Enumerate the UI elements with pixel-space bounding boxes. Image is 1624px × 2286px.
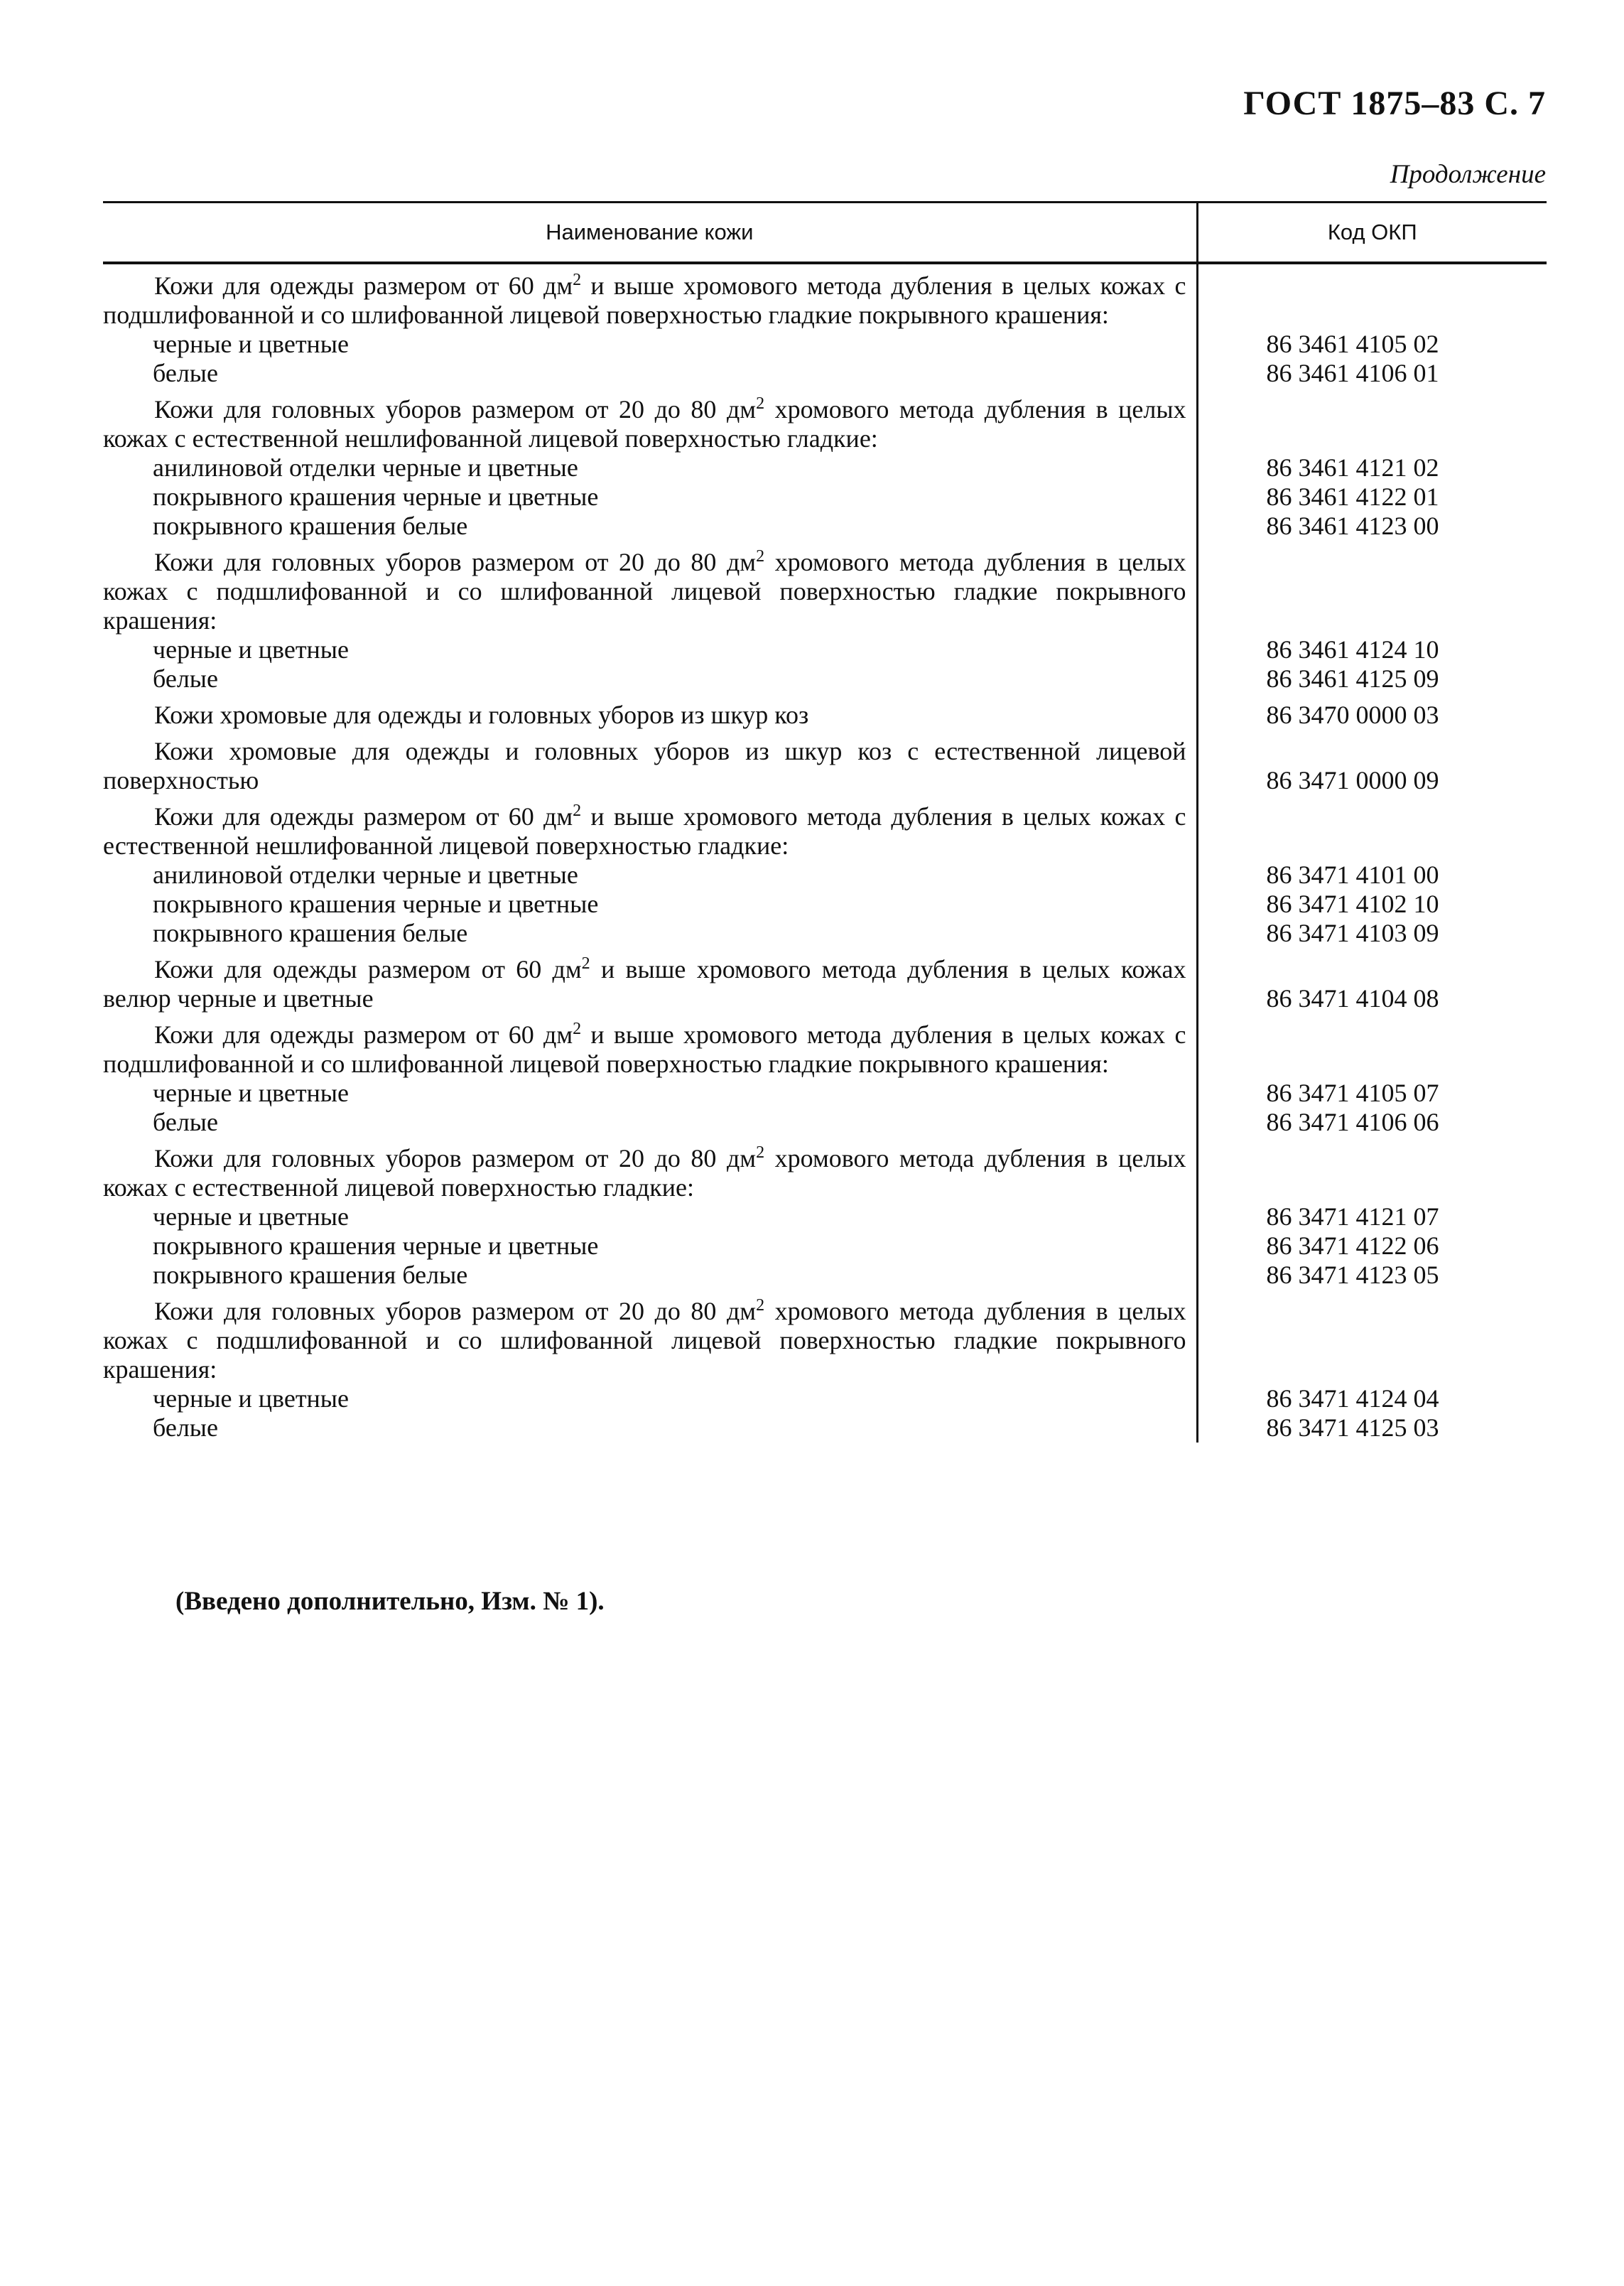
leather-name-cell: черные и цветные <box>153 1202 349 1231</box>
unit-superscript: 2 <box>581 954 590 973</box>
okp-code-cell: 86 3461 4121 02 <box>1197 453 1547 482</box>
description-text: Кожи для одежды размером от 60 дм <box>154 955 582 983</box>
table-row <box>103 1108 1547 1137</box>
table-body <box>103 263 1547 1443</box>
table-row <box>103 664 1547 694</box>
table-row <box>103 1137 1547 1202</box>
table-row <box>103 512 1547 541</box>
description-text: Кожи для головных уборов размером от 20 до 80 дм <box>154 1297 757 1325</box>
leather-name-cell <box>103 730 1197 795</box>
table-row <box>103 482 1547 512</box>
table-row <box>103 1384 1547 1413</box>
table-header-row <box>103 203 1547 264</box>
leather-name-cell: черные и цветные <box>153 1079 349 1107</box>
leather-name-cell <box>103 1290 1197 1384</box>
okp-code-cell: 86 3471 4106 06 <box>1197 1108 1547 1137</box>
table-row <box>103 635 1547 664</box>
table-row <box>103 359 1547 388</box>
table-row <box>103 948 1547 1013</box>
table-row <box>103 1290 1547 1384</box>
leather-name-cell: покрывного крашения белые <box>153 919 468 947</box>
okp-code-cell: 86 3461 4122 01 <box>1197 482 1547 512</box>
table-row <box>103 1202 1547 1231</box>
column-header-code: Код ОКП <box>1197 203 1547 264</box>
description-text-continued: и выше хромового метода дубления в целых кожах с подшлифованной и со шлифованной лицевой поверхностью гладкие покрывного крашения: <box>103 271 1186 329</box>
description-text: Кожи для одежды размером от 60 дм <box>154 802 573 831</box>
group-description <box>103 548 1186 635</box>
okp-code-cell: 86 3461 4125 09 <box>1197 664 1547 694</box>
okp-code-cell: 86 3471 4103 09 <box>1197 919 1547 948</box>
okp-code-cell: 86 3461 4124 10 <box>1197 635 1547 664</box>
okp-code-cell: 86 3471 4125 03 <box>1197 1413 1547 1443</box>
table-row <box>103 1013 1547 1079</box>
leather-name-cell: покрывного крашения черные и цветные <box>153 890 599 918</box>
leather-name-cell: черные и цветные <box>153 635 349 664</box>
okp-code-cell <box>1197 541 1547 635</box>
leather-name-cell: белые <box>153 359 218 387</box>
description-text-continued: и выше хромового метода дубления в целых кожах велюр черные и цветные <box>103 955 1186 1013</box>
leather-name-cell: покрывного крашения черные и цветные <box>153 1231 599 1260</box>
description-text: Кожи для одежды размером от 60 дм <box>154 271 573 300</box>
leather-name-cell <box>103 388 1197 453</box>
leather-name-cell: черные и цветные <box>153 1384 349 1413</box>
table-row <box>103 263 1547 330</box>
group-description <box>103 271 1186 330</box>
okp-code-cell: 86 3471 4122 06 <box>1197 1231 1547 1261</box>
okp-code-cell: 86 3470 0000 03 <box>1197 694 1547 730</box>
group-description <box>103 395 1186 453</box>
amendment-note: (Введено дополнительно, Изм. № 1). <box>175 1587 605 1616</box>
leather-name-cell: покрывного крашения черные и цветные <box>153 482 599 511</box>
description-text-continued: и выше хромового метода дубления в целых кожах с подшлифованной и со шлифованной лицевой поверхностью гладкие покрывного крашения: <box>103 1020 1186 1078</box>
description-text: Кожи для головных уборов размером от 20 до 80 дм <box>154 395 757 424</box>
description-text: Кожи для одежды размером от 60 дм <box>154 1020 573 1049</box>
group-description <box>103 737 1186 795</box>
description-text-continued: хромового метода дубления в целых кожах с подшлифованной и со шлифованной лицевой поверхностью гладкие покрывного крашения: <box>103 1297 1186 1384</box>
group-description <box>103 955 1186 1013</box>
leather-codes-table <box>103 201 1547 1443</box>
table-row <box>103 1079 1547 1108</box>
table-row <box>103 1413 1547 1443</box>
okp-code-cell: 86 3471 4101 00 <box>1197 861 1547 890</box>
leather-name-cell: белые <box>153 664 218 693</box>
okp-code-cell: 86 3461 4105 02 <box>1197 330 1547 359</box>
okp-code-cell: 86 3471 4105 07 <box>1197 1079 1547 1108</box>
group-description <box>103 1020 1186 1079</box>
table-row <box>103 890 1547 919</box>
description-text-continued: и выше хромового метода дубления в целых кожах с естественной нешлифованной лицевой поверхностью гладкие: <box>103 802 1186 860</box>
table-row <box>103 453 1547 482</box>
leather-name-cell: анилиновой отделки черные и цветные <box>153 453 578 482</box>
group-description <box>103 1297 1186 1384</box>
leather-name-cell: покрывного крашения белые <box>153 1261 468 1289</box>
okp-code-cell: 86 3471 4123 05 <box>1197 1261 1547 1290</box>
table-row <box>103 541 1547 635</box>
okp-code-cell: 86 3471 4121 07 <box>1197 1202 1547 1231</box>
unit-superscript: 2 <box>756 394 765 413</box>
table-row <box>103 388 1547 453</box>
okp-code-cell <box>1197 1290 1547 1384</box>
leather-name-cell <box>103 1137 1197 1202</box>
okp-code-cell <box>1197 1013 1547 1079</box>
okp-code-cell <box>1197 795 1547 861</box>
description-text: Кожи хромовые для одежды и головных уборов из шкур коз <box>154 701 809 729</box>
leather-name-cell <box>103 263 1197 330</box>
unit-superscript: 2 <box>573 1020 582 1038</box>
okp-code-cell: 86 3471 0000 09 <box>1197 730 1547 795</box>
table-row <box>103 861 1547 890</box>
okp-code-cell: 86 3471 4104 08 <box>1197 948 1547 1013</box>
unit-superscript: 2 <box>573 802 582 820</box>
leather-name-cell <box>103 694 1197 730</box>
okp-code-cell <box>1197 388 1547 453</box>
description-text: Кожи для головных уборов размером от 20 до 80 дм <box>154 1144 757 1172</box>
leather-name-cell <box>103 795 1197 861</box>
leather-name-cell: белые <box>153 1108 218 1136</box>
okp-code-cell <box>1197 1137 1547 1202</box>
table-row <box>103 694 1547 730</box>
okp-code-cell: 86 3461 4123 00 <box>1197 512 1547 541</box>
unit-superscript: 2 <box>756 1296 765 1315</box>
table-row <box>103 730 1547 795</box>
table-row <box>103 1231 1547 1261</box>
unit-superscript: 2 <box>756 547 765 566</box>
table-row <box>103 919 1547 948</box>
table-row <box>103 795 1547 861</box>
table-row <box>103 330 1547 359</box>
description-text-continued: хромового метода дубления в целых кожах с естественной нешлифованной лицевой поверхностью гладкие: <box>103 395 1186 453</box>
okp-code-cell: 86 3471 4102 10 <box>1197 890 1547 919</box>
unit-superscript: 2 <box>756 1143 765 1162</box>
leather-name-cell: анилиновой отделки черные и цветные <box>153 861 578 889</box>
group-description <box>103 802 1186 861</box>
group-description <box>103 1144 1186 1202</box>
description-text-continued: хромового метода дубления в целых кожах с естественной лицевой поверхностью гладкие: <box>103 1144 1186 1202</box>
page-header: ГОСТ 1875–83 С. 7 <box>1243 85 1546 122</box>
leather-name-cell <box>103 948 1197 1013</box>
leather-name-cell: покрывного крашения белые <box>153 512 468 540</box>
leather-name-cell: белые <box>153 1413 218 1442</box>
unit-superscript: 2 <box>573 271 582 289</box>
leather-name-cell: черные и цветные <box>153 330 349 358</box>
description-text: Кожи хромовые для одежды и головных уборов из шкур коз с естественной лицевой поверхностью <box>103 737 1186 794</box>
okp-code-cell: 86 3461 4106 01 <box>1197 359 1547 388</box>
leather-name-cell <box>103 541 1197 635</box>
column-header-name: Наименование кожи <box>103 203 1197 264</box>
leather-name-cell <box>103 1013 1197 1079</box>
group-description <box>103 701 1186 730</box>
okp-code-cell <box>1197 263 1547 330</box>
continuation-label: Продолжение <box>1390 160 1546 189</box>
okp-code-cell: 86 3471 4124 04 <box>1197 1384 1547 1413</box>
table-row <box>103 1261 1547 1290</box>
description-text-continued: хромового метода дубления в целых кожах с подшлифованной и со шлифованной лицевой поверхностью гладкие покрывного крашения: <box>103 548 1186 635</box>
description-text: Кожи для головных уборов размером от 20 до 80 дм <box>154 548 757 576</box>
